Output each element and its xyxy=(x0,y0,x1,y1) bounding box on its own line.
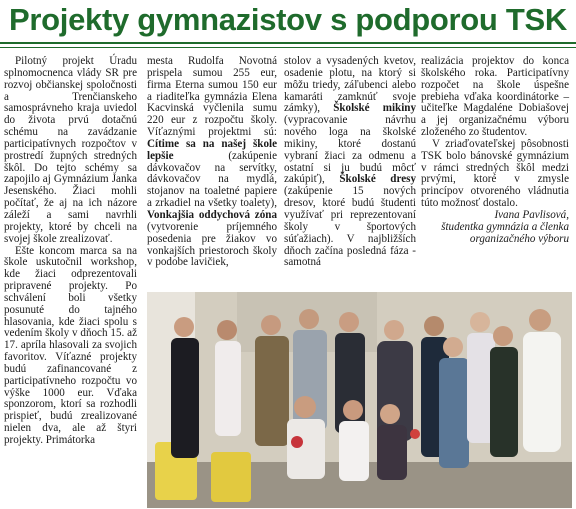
paragraph: Ešte koncom marca sa na škole uskutočnil workshop, kde žiaci odprezentovali pripravené projekty. Po schválení boli všetky posunuté do tajného hlasovania, kde žiaci spolu s vedením školy v dňoch 15. až 17. apríla hlasovali za svojich favoritov. Víťazné projekty budú zafinancované z participatívneho rozpočtu vo výške 1000 eur. Vďaka sponzorom, ktorí sa rozhodli prispieť, budú zrealizované nielen dva, ale až štyri projekty. Primátorka xyxy=(4,244,137,446)
project-name: Školské dresy xyxy=(339,173,416,186)
article-headline: Projekty gymnazistov s podporou TSK xyxy=(9,2,567,37)
author-signature: Ivana Pavlisová, xyxy=(494,208,569,221)
author-signature: študentka gymnázia a členka xyxy=(441,220,569,233)
paragraph: realizácia projektov do konca školského roka. Participatívny rozpočet na škole úspešne prebieha vďaka koordinátorke – učiteľke Magdaléne Dobiašovej a jej organizačnému výboru zloženého zo študentov. xyxy=(421,55,569,139)
paragraph: Pilotný projekt Úradu splnomocnenca vlády SR pre rozvoj občianskej spoločnosti a Trenčianskeho samosprávneho kraja uviedol do života prvú dotačnú schému na zavádzanie participatívnych rozpočtov v prostredí župných stredných škôl. Do tejto schémy sa zapojilo aj Gymnázium Janka Jesenského. Žiaci mohli počítať, že aj na ich názore záleží a sami navrhli projekty, ktoré by chceli na svojej škole zrealizovať. xyxy=(4,55,137,245)
project-name: Cítime sa na našej škole lepšie xyxy=(147,137,277,162)
project-name: Vonkajšia oddychová zóna xyxy=(147,208,277,221)
article-column-4 xyxy=(421,56,569,246)
article-column-2 xyxy=(147,56,277,269)
article-column-3 xyxy=(284,56,416,269)
paragraph: mesta Rudolfa Novotná prispela sumou 255 eur, firma Eterna sumou 150 eur a riaditeľka gymnázia Elena Kacvinská vyčlenila sumu 220 eur z rozpočtu školy. Víťaznými projektmi sú: Cítime sa na našej škole lepšie (zakúpenie dávkovačov na servítky, dávkovačov na mydlá, stojanov na toaletné papiere a zrkadiel na všetky toalety), Vonkajšia oddychová zóna (vytvorenie príjemného posedenia pre žiakov vo vonkajších priestoroch školy v podobe lavičiek, xyxy=(147,55,277,269)
paragraph: stolov a vysadených kvetov, osadenie plotu, na ktorý si môžu triedy, záľubenci alebo kamaráti zamknúť svoje zámky), Školské mikiny (vypracovanie návrhu nového loga na školské mikiny, ktoré dostanú vybraní žiaci za odmenu a ostatní si ju budú môcť zakúpiť), Školské dresy (zakúpenie 15 nových dresov, ktoré budú študenti využívať pri reprezentovaní školy v športových súťažiach). V najbližších dňoch začína posledná fáza - samotná xyxy=(284,55,416,269)
headline-rule-top xyxy=(0,42,576,44)
project-name: Školské mikiny xyxy=(333,102,416,115)
headline-rule-bottom xyxy=(0,47,576,48)
group-photo-illustration xyxy=(147,292,572,508)
author-signature: organizačného výboru xyxy=(469,232,569,245)
paragraph: V zriaďovateľskej pôsobnosti TSK bolo bánovské gymnázium v rámci stredných škôl medzi prvými, ktoré v zmysle princípov otvoreného vládnutia túto možnosť dostalo. xyxy=(421,137,569,210)
group-photo xyxy=(147,292,572,508)
article-column-1 xyxy=(4,56,137,447)
